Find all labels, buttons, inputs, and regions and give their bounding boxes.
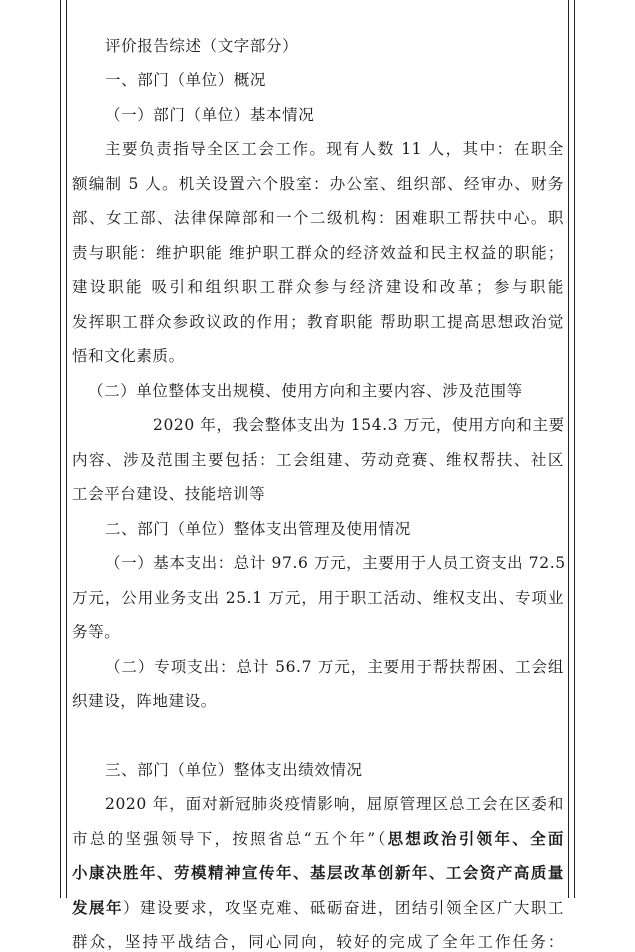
paragraph-line: 主要负责指导全区工会工作。现有人数 11 人，其中：在职全 [105,140,564,158]
paragraph-line: 部、女工部、法律保障部和一个二级机构：困难职工帮扶中心。职 [72,209,564,227]
paragraph-line: （一）基本支出：总计 97.6 万元，主要用于人员工资支出 72.5 [105,554,566,572]
paragraph-line: 小康决胜年、劳模精神宣传年、基层改革创新年、工会资产高质量 [72,863,564,882]
section-heading-3: 三、部门（单位）整体支出绩效情况 [105,761,363,779]
paragraph-text: ）建设要求，攻坚克难、砥砺奋进，团结引领全区广大职工 [123,899,564,917]
table-border-right-inner [568,0,569,898]
paragraph-line: 建设职能 吸引和组织职工群众参与经济建设和改革；参与职能 [72,278,564,296]
paragraph-line: 群众，坚持平战结合，同心同向，较好的完成了全年工作任务： [72,933,564,951]
table-border-right-outer [574,0,575,898]
paragraph-text: 市总的坚强领导下，按照省总“五个年”（ [72,830,388,848]
subsection-heading-1-2: （二）单位整体支出规模、使用方向和主要内容、涉及范围等 [88,382,523,400]
paragraph-line [72,898,564,918]
table-border-left-inner [66,0,67,898]
subsection-heading-1-1: （一）部门（单位）基本情况 [105,106,315,124]
paragraph-line: 务等。 [72,623,121,641]
paragraph-line: 2020 年，我会整体支出为 154.3 万元，使用方向和主要 [153,416,565,434]
paragraph-line: 2020 年，面对新冠肺炎疫情影响，屈原管理区总工会在区委和 [105,795,564,813]
paragraph-line: 内容、涉及范围主要包括：工会组建、劳动竞赛、维权帮扶、社区 [72,451,564,469]
paragraph-line: 悟和文化素质。 [72,347,185,365]
paragraph-line: 责与职能：维护职能 维护职工群众的经济效益和民主权益的职能； [72,244,564,262]
paragraph-line: 万元，公用业务支出 25.1 万元，用于职工活动、维权支出、专项业 [72,589,564,607]
paragraph-bold-text: 发展年 [72,898,123,917]
section-heading-1: 一、部门（单位）概况 [105,71,267,89]
paragraph-line: 额编制 5 人。机关设置六个股室：办公室、组织部、经审办、财务 [72,175,564,193]
paragraph-line: 发挥职工群众参政议政的作用；教育职能 帮助职工提高思想政治觉 [72,313,564,331]
paragraph-line: （二）专项支出：总计 56.7 万元，主要用于帮扶帮困、工会组 [105,658,564,676]
paragraph-line: 织建设，阵地建设。 [72,692,217,710]
report-heading: 评价报告综述（文字部分） [105,37,299,55]
paragraph-line: 工会平台建设、技能培训等 [72,485,266,503]
paragraph-line [72,829,564,849]
paragraph-bold-text: 思想政治引领年、全面 [387,829,564,848]
section-heading-2: 二、部门（单位）整体支出管理及使用情况 [105,520,411,538]
table-border-left-outer [60,0,61,898]
